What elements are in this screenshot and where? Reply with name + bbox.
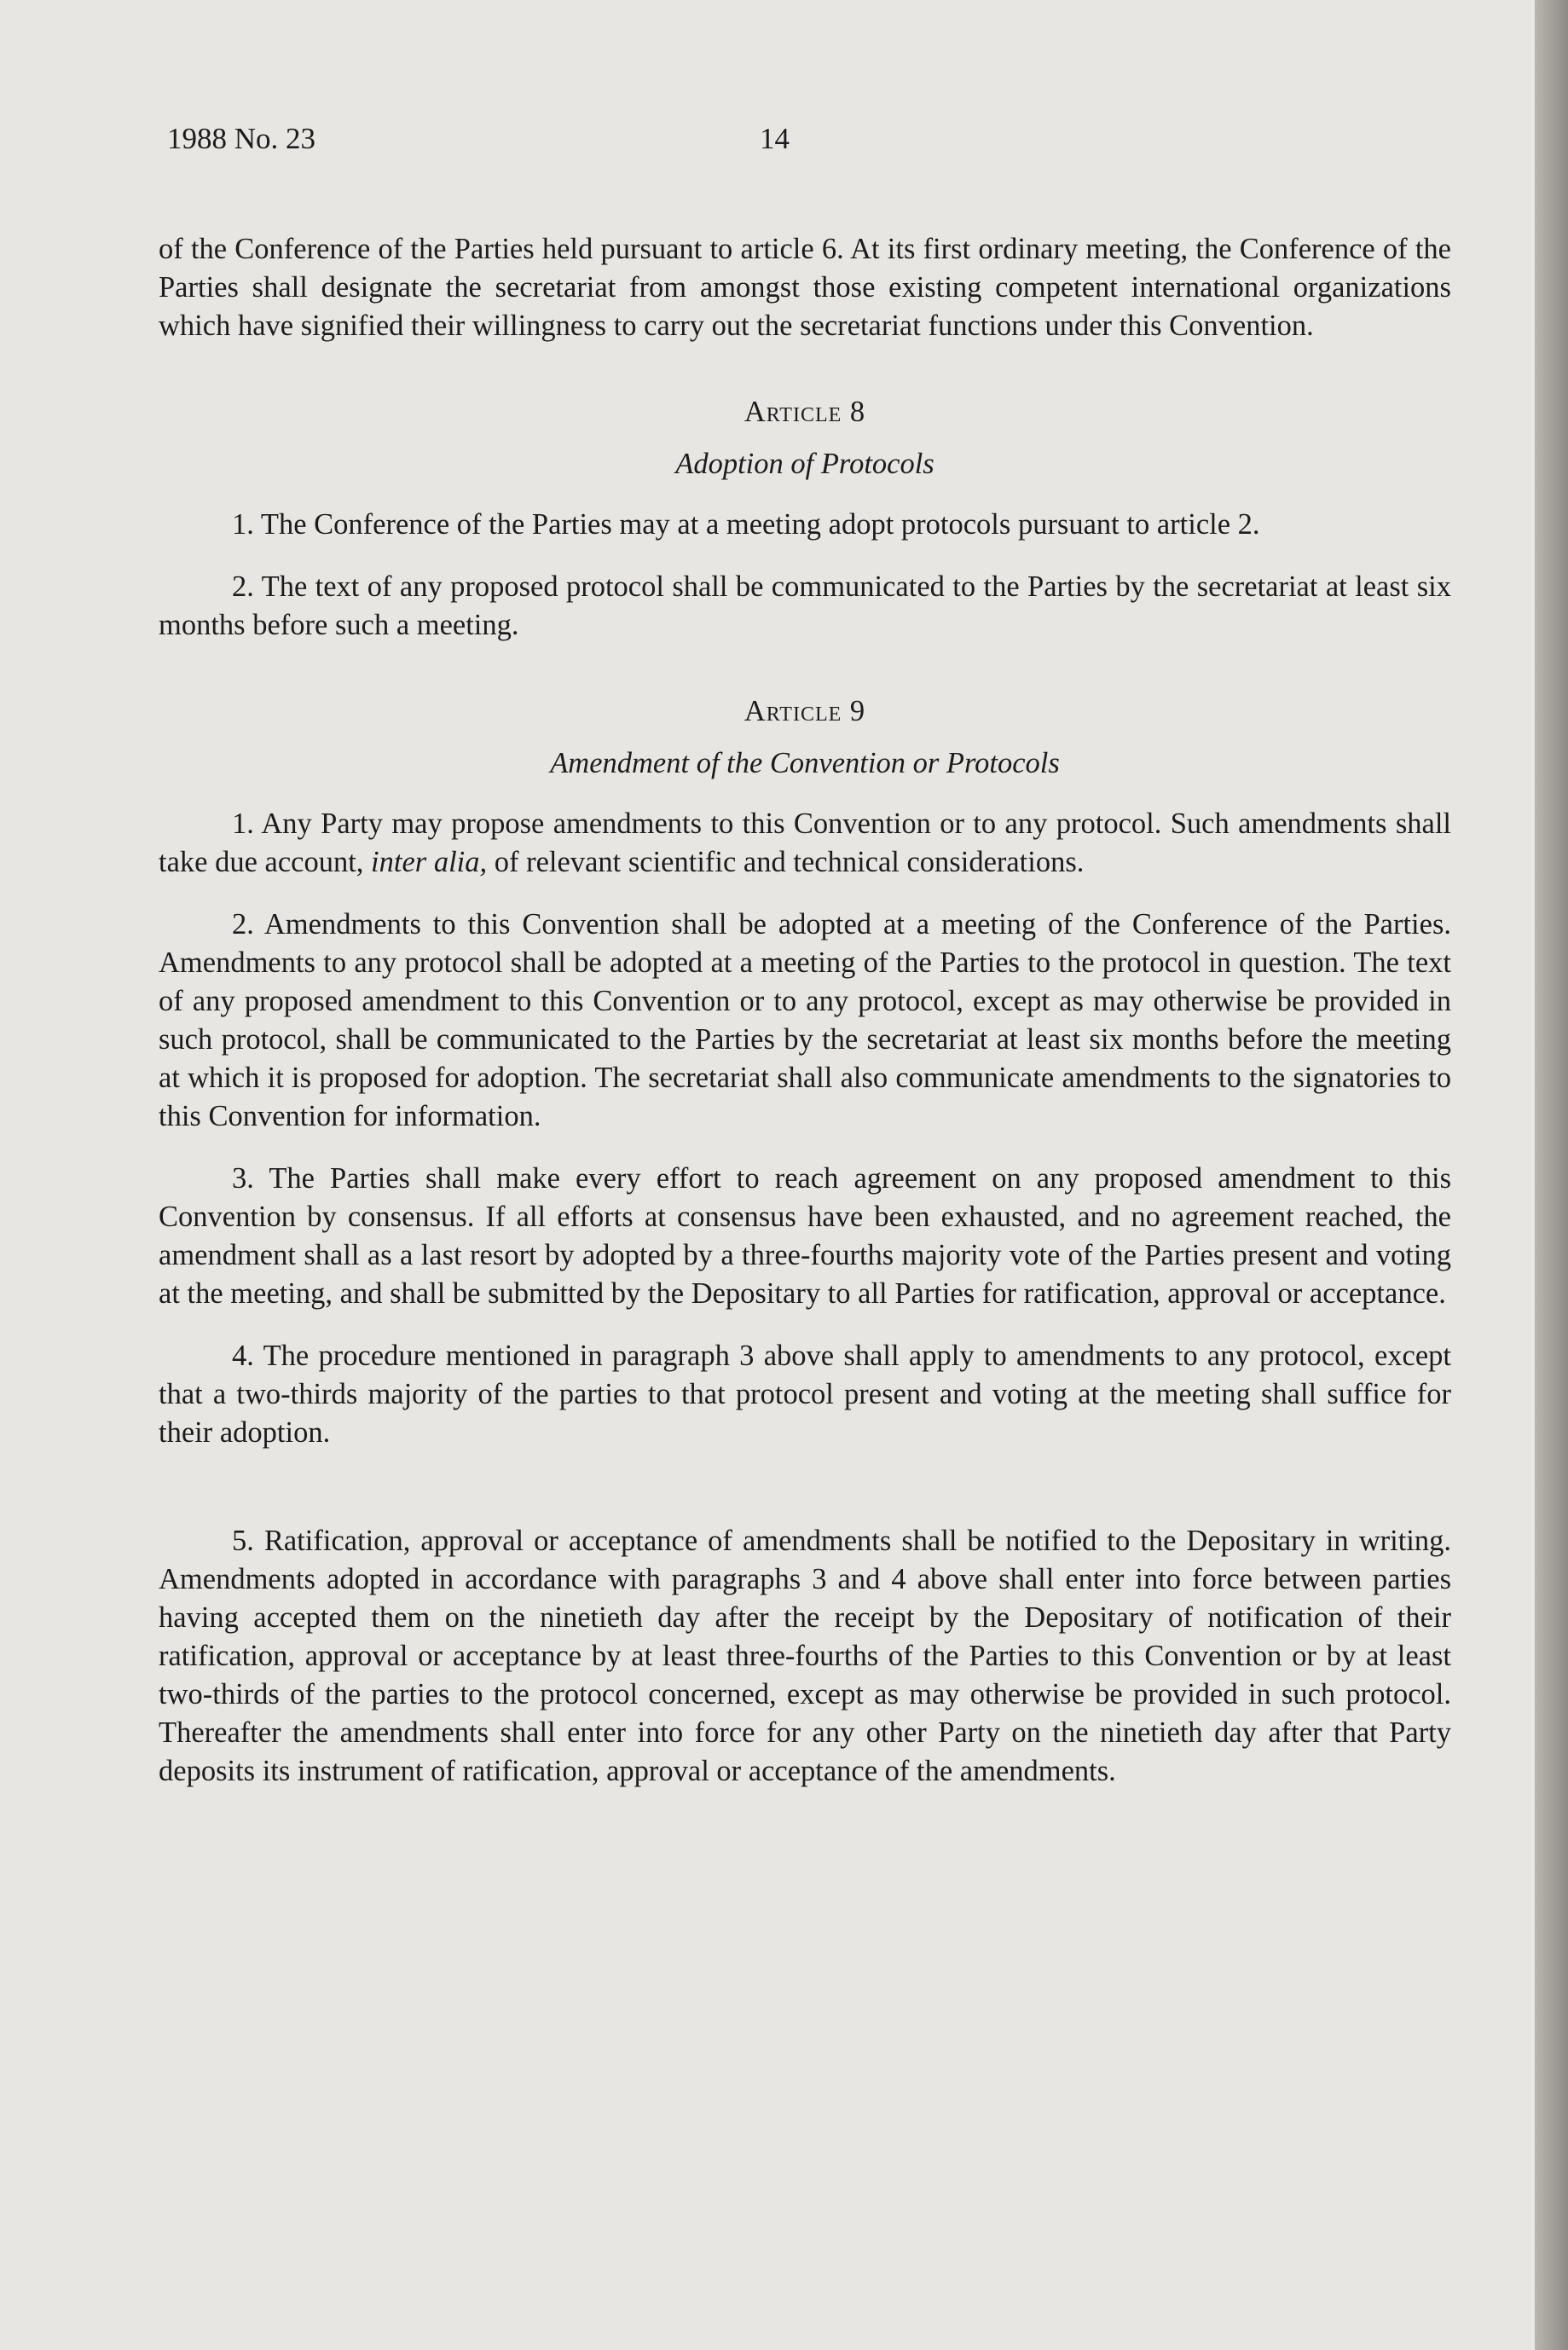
article-9-paragraph-2: 2. Amendments to this Convention shall be adopted at a meeting of the Conference of the Parties. Amendments to any protocol shall be adopted at a meeting of the Parties to the protocol in question. The text of any proposed amendment to this Convention or to any protocol, except as may otherwise be provided in such protocol, shall be communicated to the Parties by the secretariat at least six months before the meeting at which it is proposed for adoption. The secretariat shall also communicate amendments to the signatories to this Convention for information. — [159, 908, 1451, 1132]
continued-paragraph: of the Conference of the Parties held pursuant to article 6. At its first ordinary meeting, the Conference of the Parties shall designate the secretariat from amongst those existing competent international organizations which have signified their willingness to carry out the secretariat functions under this Convention. — [159, 233, 1451, 342]
page-header — [159, 111, 1451, 162]
article-9-paragraph-5: 5. Ratification, approval or acceptance of amendments shall be notified to the Depositary in writing. Amendments adopted in accordance with paragraphs 3 and 4 above shall enter into force between parties having accepted them on the ninetieth day after the receipt by the Depositary of notification of their ratification, approval or acceptance by at least three-fourths of the Parties to this Convention or by at least two-thirds of the parties to the protocol concerned, except as may otherwise be provided in such protocol. Thereafter the amendments shall enter into force for any other Party on the ninetieth day after that Party deposits its instrument of ratification, approval or acceptance of the amendments. — [159, 1525, 1451, 1787]
running-head: 1988 No. 23 — [167, 122, 316, 155]
article-8-paragraph-2: 2. The text of any proposed protocol shall be communicated to the Parties by the secretariat at least six months before such a meeting. — [159, 570, 1451, 641]
article-9-paragraph-1 — [159, 805, 1451, 882]
page-binding-edge — [1535, 0, 1568, 2350]
page-content — [159, 111, 1451, 1815]
article-8-paragraph-1: 1. The Conference of the Parties may at a meeting adopt protocols pursuant to article 2. — [232, 508, 1260, 541]
article-9-p1-text: 1. Any Party may propose amendments to this Convention or to any protocol. Such amendments shall take due account, — [159, 807, 1451, 878]
article-8-heading: Article 8 — [743, 396, 866, 428]
article-9-title: Amendment of the Convention or Protocols — [550, 747, 1060, 779]
article-9-heading: Article 9 — [743, 695, 866, 727]
article-9-p1-latin-phrase: inter alia, — [371, 846, 488, 878]
article-9-paragraph-3: 3. The Parties shall make every effort to reach agreement on any proposed amendment to this Convention by consensus. If all efforts at consensus have been exhausted, and no agreement reached, the amendment shall as a last resort by adopted by a three-fourths majority vote of the Parties present and voting at the meeting, and shall be submitted by the Depositary to all Parties for ratification, approval or acceptance. — [159, 1162, 1451, 1310]
article-9-section — [159, 692, 1451, 1791]
article-9-paragraph-4: 4. The procedure mentioned in paragraph 3 above shall apply to amendments to any protocol, except that a two-thirds majority of the parties to that protocol present and voting at the meeting shall suffice for their adoption. — [159, 1340, 1451, 1449]
article-9-p1-text-end: of relevant scientific and technical considerations. — [487, 846, 1085, 878]
article-8-section — [159, 393, 1451, 645]
page-number: 14 — [760, 122, 790, 155]
article-8-title: Adoption of Protocols — [675, 448, 934, 480]
